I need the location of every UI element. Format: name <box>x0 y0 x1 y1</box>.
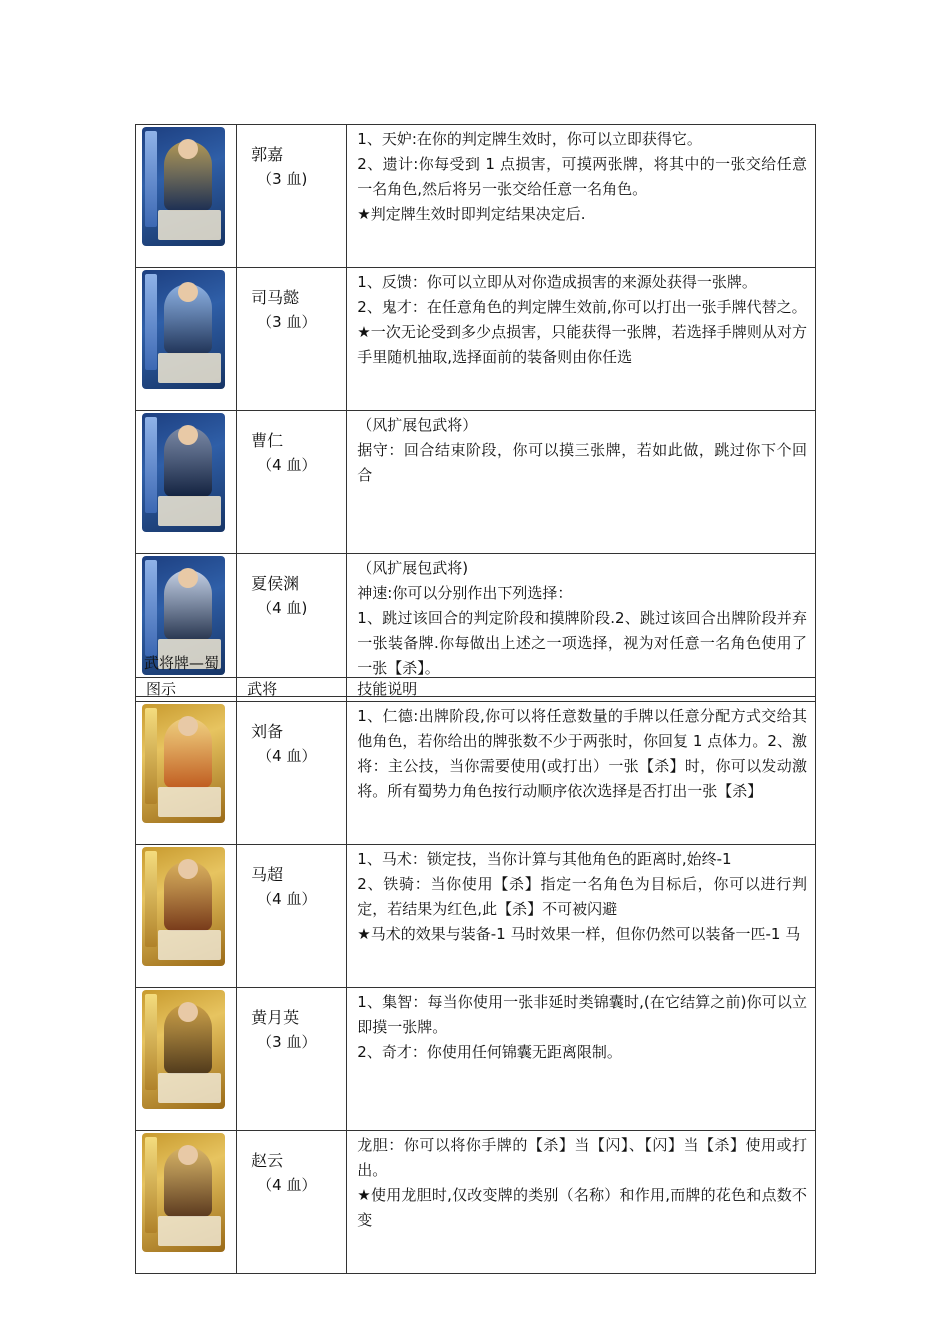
general-card-image <box>142 270 225 389</box>
skill-line: ★马术的效果与装备-1 马时效果一样，但你仍然可以装备一匹-1 马 <box>357 925 801 943</box>
header-illustration: 图示 <box>136 678 237 702</box>
general-name: 司马懿 <box>251 288 300 307</box>
skill-line: 2、遗计:你每受到 1 点损害，可摸两张牌，将其中的一张交给任意一名角色,然后将另一张交给任意一名角色。 <box>357 155 807 198</box>
general-name: 刘备 <box>251 722 284 741</box>
table-row <box>136 1131 816 1274</box>
skill-line: 1、马术：锁定技，当你计算与其他角色的距离时,始终-1 <box>357 850 732 868</box>
skill-line: ★判定牌生效时即判定结果决定后. <box>357 205 586 223</box>
skill-line: ★使用龙胆时,仅改变牌的类别（名称）和作用,而牌的花色和点数不变 <box>357 1186 807 1229</box>
table-row <box>136 411 816 554</box>
wei-general-table <box>135 124 816 697</box>
general-name-cell <box>237 845 347 988</box>
skill-line: 2、鬼才：在任意角色的判定牌生效前,你可以打出一张手牌代替之。 <box>357 298 807 316</box>
general-name-cell <box>237 1131 347 1274</box>
general-name-cell <box>237 268 347 411</box>
skill-line: （风扩展包武将) <box>357 559 469 577</box>
card-image-cell <box>136 702 237 845</box>
card-image-cell <box>136 845 237 988</box>
card-image-cell <box>136 1131 237 1274</box>
general-hp: （4 血） <box>257 1176 317 1194</box>
general-name-cell <box>237 988 347 1131</box>
skill-description-cell <box>347 554 816 697</box>
table-header-row <box>136 678 816 702</box>
table-row <box>136 702 816 845</box>
general-hp: （4 血） <box>257 456 317 474</box>
table-row <box>136 268 816 411</box>
general-name: 马超 <box>251 865 284 884</box>
skill-line: 1、仁德:出牌阶段,你可以将任意数量的手牌以任意分配方式交给其他角色，若你给出的牌张数不少于两张时，你回复 1 点体力。2、激将：主公技，当你需要使用(或打出）一张【杀】时，你可以发动激将。所有蜀势力角色按行动顺序依次选择是否打出一张【杀】 <box>357 707 807 800</box>
general-card-image <box>142 127 225 246</box>
wei-table-body <box>136 125 816 697</box>
general-name-cell <box>237 554 347 697</box>
header-skill-description: 技能说明 <box>347 678 816 702</box>
general-card-image <box>142 990 225 1109</box>
general-hp: （4 血) <box>257 599 308 617</box>
skill-line: 1、天妒:在你的判定牌生效时，你可以立即获得它。 <box>357 130 702 148</box>
skill-line: 1、跳过该回合的判定阶段和摸牌阶段.2、跳过该回合出牌阶段并弃一张装备牌.你每做出上述之一项选择，视为对任意一名角色使用了一张【杀】。 <box>357 609 807 677</box>
header-general: 武将 <box>237 678 347 702</box>
general-card-image <box>142 413 225 532</box>
general-name-cell <box>237 702 347 845</box>
skill-line: 据守：回合结束阶段，你可以摸三张牌，若如此做，跳过你下个回合 <box>357 441 807 484</box>
general-hp: （3 血） <box>257 313 317 331</box>
general-name: 赵云 <box>251 1151 284 1170</box>
table-row <box>136 125 816 268</box>
shu-section-label: 武将牌—蜀 <box>144 654 220 672</box>
general-hp: （3 血) <box>257 170 308 188</box>
skill-description-cell <box>347 702 816 845</box>
card-image-cell <box>136 125 237 268</box>
skill-line: 神速:你可以分别作出下列选择： <box>357 584 573 602</box>
card-image-cell <box>136 411 237 554</box>
general-name: 黄月英 <box>251 1008 300 1027</box>
general-name-cell <box>237 125 347 268</box>
shu-table-body <box>136 678 816 1274</box>
general-card-image <box>142 1133 225 1252</box>
general-hp: （3 血） <box>257 1033 317 1051</box>
table-row <box>136 988 816 1131</box>
table-row <box>136 554 816 697</box>
skill-description-cell <box>347 411 816 554</box>
card-image-cell <box>136 988 237 1131</box>
skill-line: 2、铁骑：当你使用【杀】指定一名角色为目标后，你可以进行判定，若结果为红色,此【杀】不可被闪避 <box>357 875 807 918</box>
table-row <box>136 845 816 988</box>
general-hp: （4 血） <box>257 890 317 908</box>
general-card-image <box>142 704 225 823</box>
general-name: 曹仁 <box>251 431 284 450</box>
card-image-cell <box>136 554 237 697</box>
skill-line: 1、反馈：你可以立即从对你造成损害的来源处获得一张牌。 <box>357 273 757 291</box>
skill-line: ★一次无论受到多少点损害，只能获得一张牌，若选择手牌则从对方手里随机抽取,选择面前的装备则由你任选 <box>357 323 807 366</box>
general-card-image <box>142 847 225 966</box>
general-name-cell <box>237 411 347 554</box>
skill-line: 2、奇才：你使用任何锦囊无距离限制。 <box>357 1043 622 1061</box>
general-hp: （4 血） <box>257 747 317 765</box>
skill-line: 1、集智：每当你使用一张非延时类锦囊时,(在它结算之前)你可以立即摸一张牌。 <box>357 993 807 1036</box>
shu-general-table <box>135 677 816 1274</box>
general-name: 夏侯渊 <box>251 574 300 593</box>
skill-description-cell <box>347 125 816 268</box>
skill-line: 龙胆：你可以将你手牌的【杀】当【闪】、【闪】当【杀】使用或打出。 <box>357 1136 807 1179</box>
skill-description-cell <box>347 1131 816 1274</box>
skill-line: （风扩展包武将） <box>357 416 478 434</box>
skill-description-cell <box>347 268 816 411</box>
skill-description-cell <box>347 988 816 1131</box>
card-image-cell <box>136 268 237 411</box>
general-name: 郭嘉 <box>251 145 284 164</box>
skill-description-cell <box>347 845 816 988</box>
